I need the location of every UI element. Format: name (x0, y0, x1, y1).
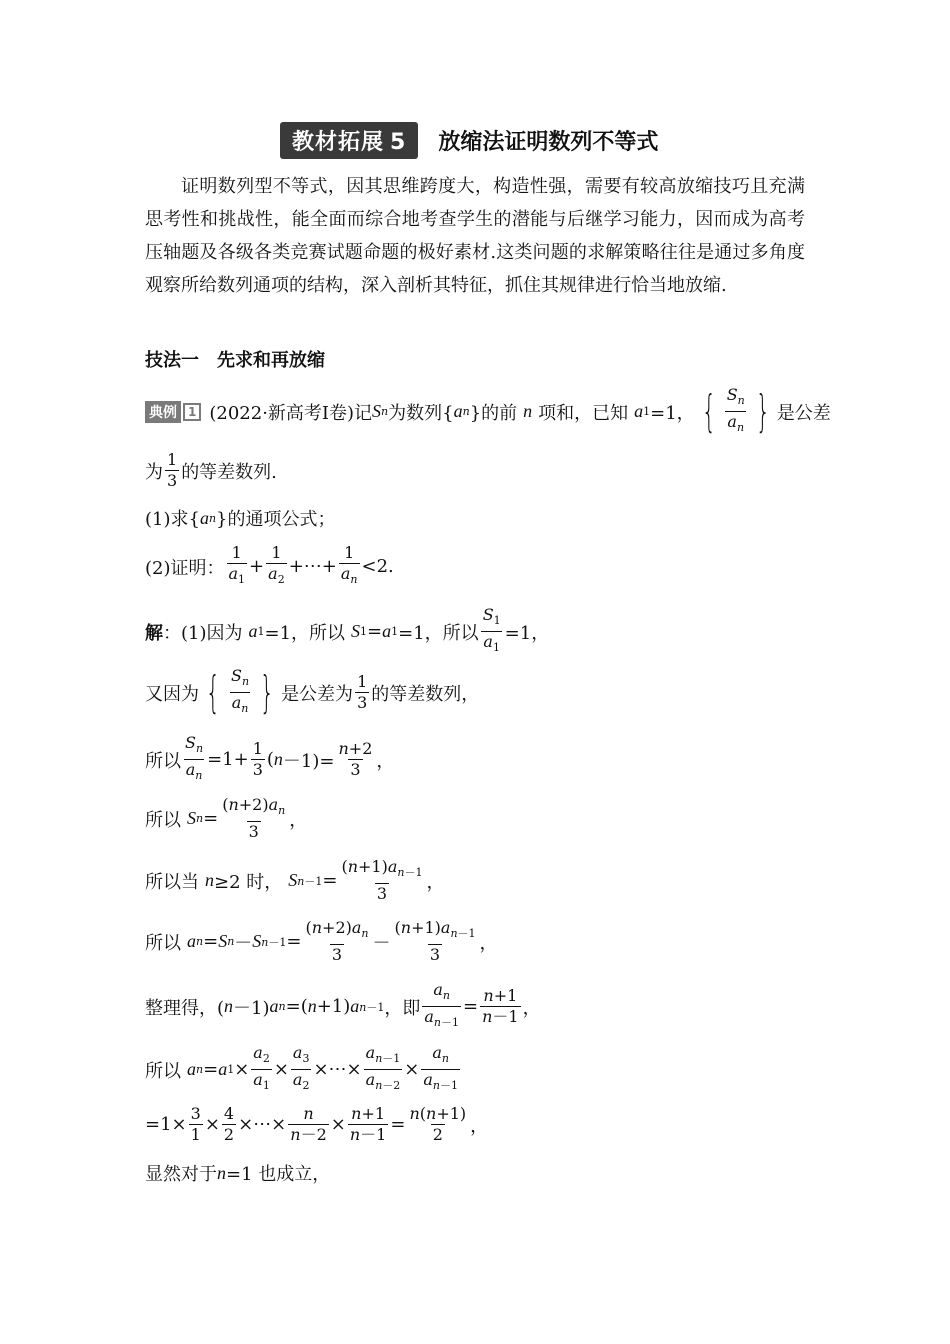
technique-heading: 技法一 先求和再放缩 (145, 350, 325, 371)
intro-paragraph: 证明数列型不等式，因其思维跨度大，构造性强，需要有较高放缩技巧且充满思考性和挑战性，能全面而综合地考查学生的潜能与后继学习能力，因而成为高考压轴题及各级各类竞赛试题命题的极好素材.这类问题的求解策略往往是通过多角度观察所给数列通项的结构，深入剖析其特征，抓住其规律进行恰当地放缩. (145, 176, 805, 296)
solution-line-4: 所以 S n = $\frac{(n+2)a_n}{3}$ ， (145, 795, 308, 841)
section-header (280, 123, 658, 157)
solution-line-6: 所以 a n = S n － S n－1 = $\frac{(n+2)a_n}{3}$ － $\frac{(n+1)a_{n-1}}{3}$ ， (145, 918, 498, 964)
section-badge: 教材拓展 5 (280, 122, 418, 159)
example-line-1: 典例 1 (2022·新高考Ⅰ卷)记 S n 为数列{ a n }的前 n 项和，已知 a 1 =1， { $\frac{S_n}{a_n}$ } 是公差 (145, 385, 831, 438)
solution-line-3: 所以 $\frac{S_n}{a_n}$ =1+ $\frac{1}{3}$ ( n －1)= $\frac{n+2}{3}$ ， (145, 733, 394, 786)
example-line-2: 为 $\frac{1}{3}$ 的等差数列. (145, 450, 277, 490)
solution-line-7: 整理得，( n －1) a n =( n +1) a n－1 ，即 $\frac{a_n}{a_{n-1}}$ = $\frac{n+1}{n-1}$ ， (145, 980, 541, 1033)
solution-line-1: 解 ：(1)因为 a 1 =1，所以 S 1 = a 1 =1，所以 $\frac{S_1}{a_1}$ =1， (145, 605, 549, 658)
solution-line-5: 所以当 n ≥2 时， S n－1 = $\frac{(n+1)a_{n-1}}{3}$ ， (145, 857, 445, 903)
question-1: (1)求{ a n }的通项公式； (145, 507, 336, 530)
section-title: 放缩法证明数列不等式 (438, 129, 659, 155)
solution-line-2: 又因为 { $\frac{S_n}{a_n}$ } 是公差为 $\frac{1}{3}$ 的等差数列， (145, 666, 480, 718)
example-tag: 典例 1 (145, 401, 201, 423)
solution-line-8: 所以 a n = a 1 × $\frac{a_2}{a_1}$ × $\frac{a_3}{a_2}$ ×⋯× $\frac{a_{n-1}}{a_{n-2}}$ × $\frac{a_n}{a_{n-1}}$ (145, 1043, 462, 1096)
question-2: (2)证明： $\frac{1}{a_1}$ + $\frac{1}{a_2}$ +⋯+ $\frac{1}{a_n}$ <2. (145, 543, 394, 590)
solution-line-10: 显然对于 n =1 也成立， (145, 1162, 331, 1185)
solution-line-9: =1× $\frac{3}{1}$ × $\frac{4}{2}$ ×⋯× $\frac{n}{n-2}$ × $\frac{n+1}{n-1}$ = $\frac{n(n+1)}{2}$ ， (145, 1104, 489, 1144)
